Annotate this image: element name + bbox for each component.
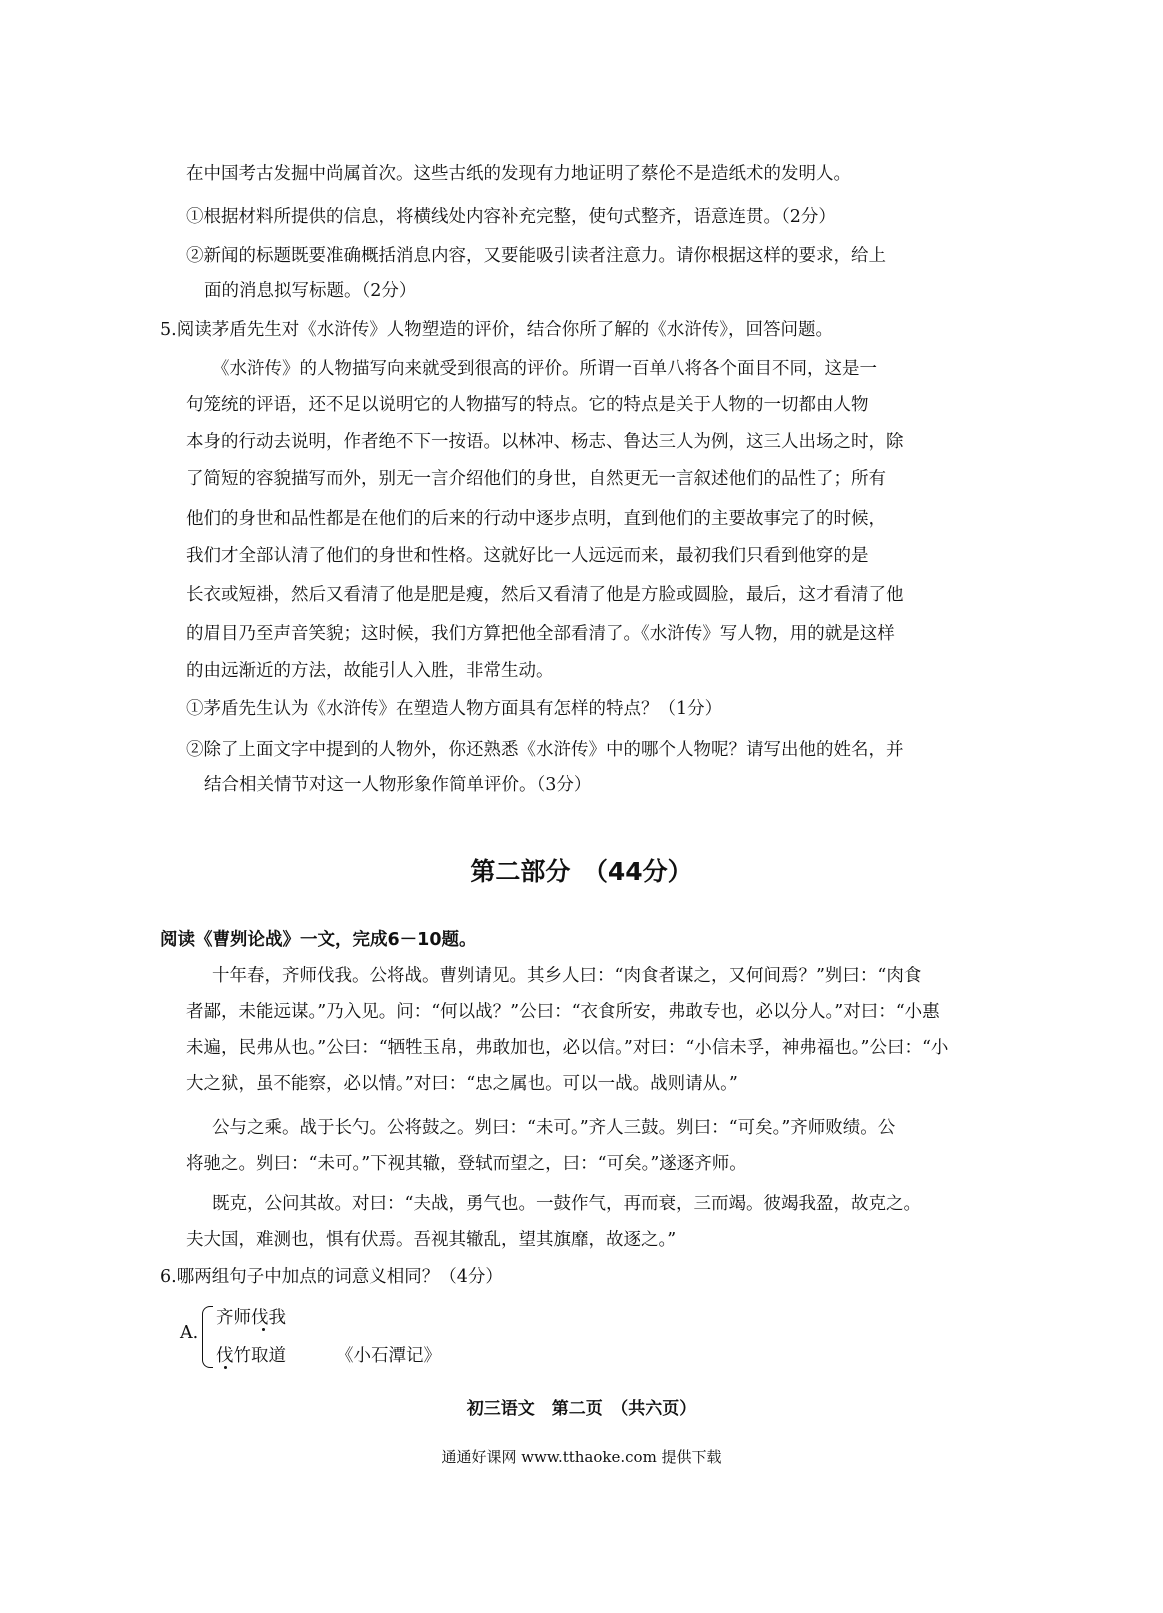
reading-instruction: 阅读《曹刿论战》一文，完成6－10题。 bbox=[160, 930, 477, 950]
question-5-2: ②除了上面文字中提到的人物外，你还熟悉《水浒传》中的哪个人物呢？请写出他的姓名，并 bbox=[186, 740, 904, 760]
option-a-source: 《小石潭记》 bbox=[336, 1346, 441, 1366]
text-line: 在中国考古发掘中尚属首次。这些古纸的发现有力地证明了蔡伦不是造纸术的发明人。 bbox=[186, 164, 851, 184]
classical-text-line: 公与之乘。战于长勺。公将鼓之。刿曰：“未可。”齐人三鼓。刿曰：“可矣。”齐师败绩。公 bbox=[212, 1118, 896, 1138]
section-title: 第二部分 （44分） bbox=[470, 857, 693, 886]
classical-text-line: 者鄙，未能远谋。”乃入见。问：“何以战？”公曰：“衣食所安，弗敢专也，必以分人。”对曰：“小惠 bbox=[186, 1002, 940, 1022]
passage-line: 长衣或短褂，然后又看清了他是肥是瘦，然后又看清了他是方脸或圆脸，最后，这才看清了他 bbox=[186, 585, 904, 605]
page-footer: 初三语文 第二页 （共六页） bbox=[466, 1399, 697, 1419]
question-4-2: ②新闻的标题既要准确概括消息内容，又要能吸引读者注意力。请你根据这样的要求，给上 bbox=[186, 246, 886, 266]
passage-line: 《水浒传》的人物描写向来就受到很高的评价。所谓一百单八将各个面目不同，这是一 bbox=[212, 359, 877, 379]
question-4-1: ①根据材料所提供的信息，将横线处内容补充完整，使句式整齐，语意连贯。（2分） bbox=[186, 207, 836, 227]
site-footer: 通通好课网 www.tthaoke.com 提供下载 bbox=[441, 1448, 722, 1466]
classical-text-line: 夫大国，难测也，惧有伏焉。吾视其辙乱，望其旗靡，故逐之。” bbox=[186, 1230, 677, 1250]
text-line: 面的消息拟写标题。（2分） bbox=[204, 281, 417, 301]
passage-line: 了简短的容貌描写而外，别无一言介绍他们的身世，自然更无一言叙述他们的品性了；所有 bbox=[186, 469, 886, 489]
text-line: 结合相关情节对这一人物形象作简单评价。（3分） bbox=[204, 775, 592, 795]
emphasis-dot bbox=[262, 1328, 265, 1331]
passage-line: 本身的行动去说明，作者绝不下一按语。以林冲、杨志、鲁达三人为例，这三人出场之时，除 bbox=[186, 432, 904, 452]
option-a-line1: 齐师伐我 bbox=[216, 1308, 286, 1328]
passage-line: 我们才全部认清了他们的身世和性格。这就好比一人远远而来，最初我们只看到他穿的是 bbox=[186, 546, 869, 566]
classical-text-line: 大之狱，虽不能察，必以情。”对曰：“忠之属也。可以一战。战则请从。” bbox=[186, 1074, 738, 1094]
passage-line: 句笼统的评语，还不足以说明它的人物描写的特点。它的特点是关于人物的一切都由人物 bbox=[186, 395, 869, 415]
classical-text-line: 未遍，民弗从也。”公曰：“牺牲玉帛，弗敢加也，必以信。”对曰：“小信未孚，神弗福也。”公曰：“小 bbox=[186, 1038, 949, 1058]
option-a-label: A. bbox=[180, 1323, 199, 1343]
emphasis-dot bbox=[224, 1366, 227, 1369]
passage-line: 的由远渐近的方法，故能引人入胜，非常生动。 bbox=[186, 661, 554, 681]
classical-text-line: 将驰之。刿曰：“未可。”下视其辙，登轼而望之，曰：“可矣。”遂逐齐师。 bbox=[186, 1154, 747, 1174]
question-5: 5.阅读茅盾先生对《水浒传》人物塑造的评价，结合你所了解的《水浒传》，回答问题。 bbox=[160, 320, 833, 340]
passage-line: 他们的身世和品性都是在他们的后来的行动中逐步点明，直到他们的主要故事完了的时候， bbox=[186, 509, 886, 529]
classical-text-line: 十年春，齐师伐我。公将战。曹刿请见。其乡人曰：“肉食者谋之，又何间焉？”刿曰：“肉食 bbox=[212, 966, 922, 986]
passage-line: 的眉目乃至声音笑貌；这时候，我们方算把他全部看清了。《水浒传》写人物，用的就是这样 bbox=[186, 624, 895, 644]
brace-icon bbox=[202, 1306, 213, 1368]
option-a-line2: 伐竹取道 bbox=[216, 1346, 286, 1366]
question-6: 6.哪两组句子中加点的词意义相同？（4分） bbox=[160, 1267, 503, 1287]
question-5-1: ①茅盾先生认为《水浒传》在塑造人物方面具有怎样的特点？（1分） bbox=[186, 699, 723, 719]
classical-text-line: 既克，公问其故。对曰：“夫战，勇气也。一鼓作气，再而衰，三而竭。彼竭我盈，故克之。 bbox=[212, 1194, 921, 1214]
